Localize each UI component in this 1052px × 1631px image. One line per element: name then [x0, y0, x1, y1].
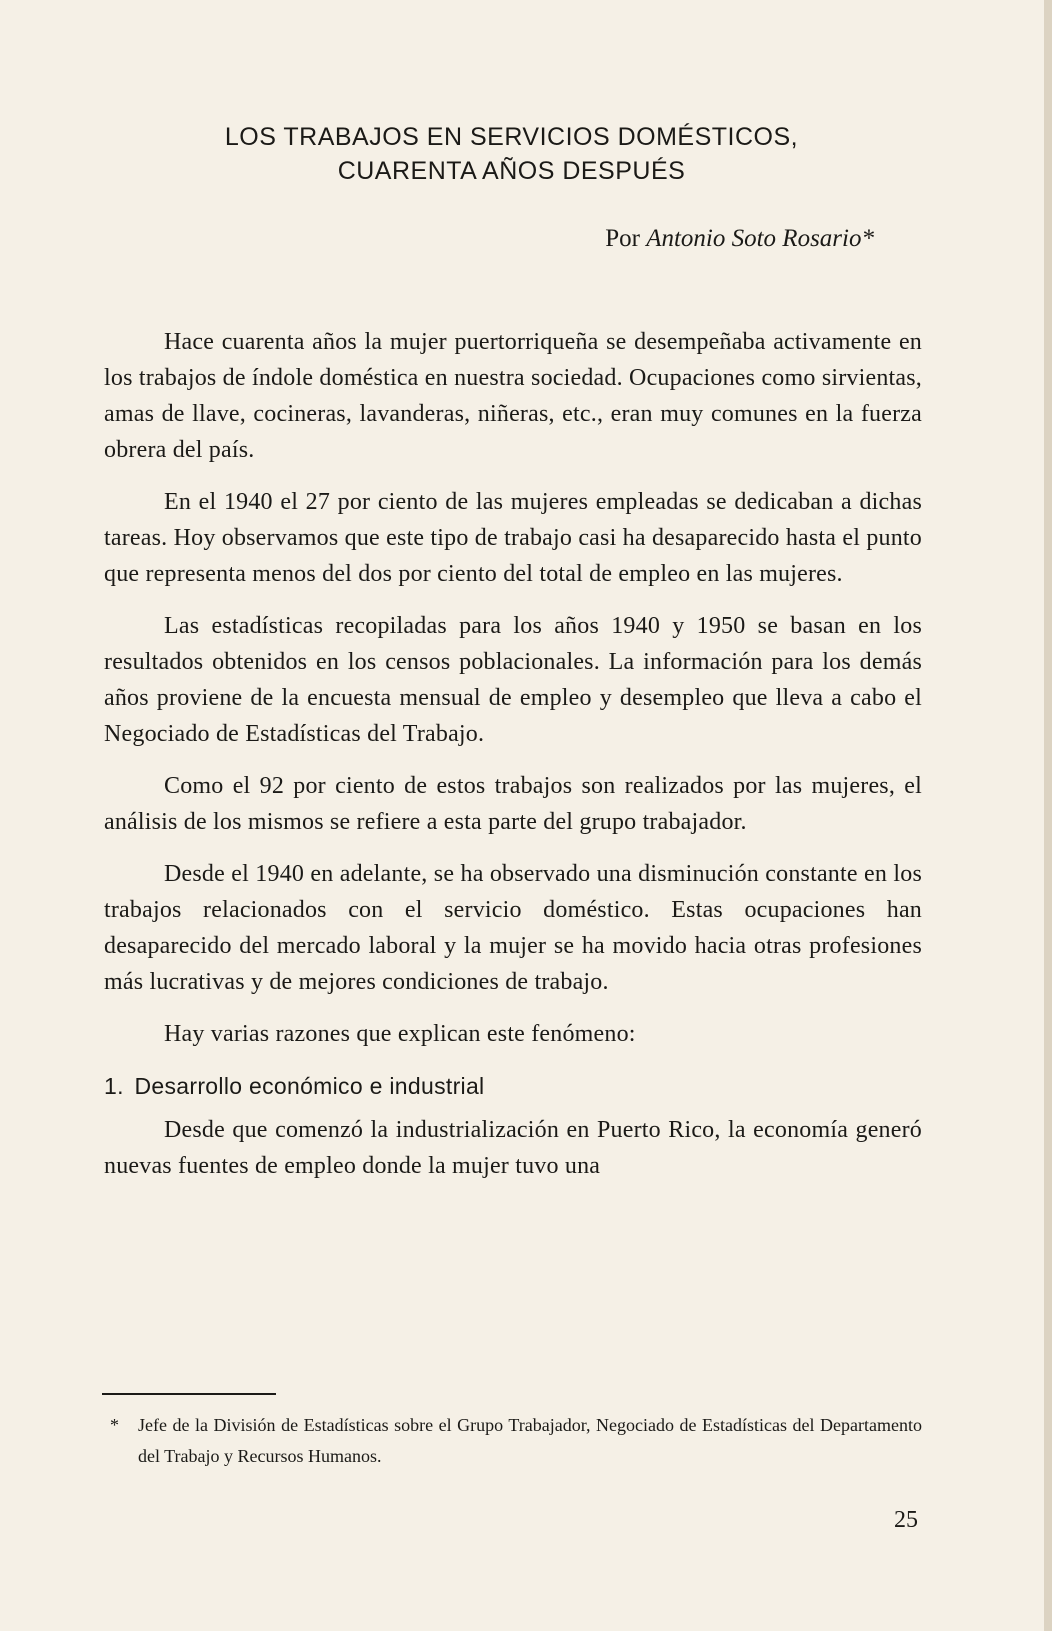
article-title [100, 120, 923, 188]
section-heading [104, 1068, 922, 1104]
byline-prefix: Por [605, 225, 640, 252]
byline [605, 222, 874, 256]
section-title: Desarrollo económico e industrial [134, 1073, 485, 1099]
footnote-divider [102, 1393, 276, 1395]
paragraph: Como el 92 por ciento de estos trabajos son realizados por las mujeres, el análisis de los mismos se refiere a esta parte del grupo trabajador. [104, 773, 922, 835]
footnote-marker: * [110, 1415, 119, 1435]
paragraph: Desde el 1940 en adelante, se ha observado una disminución constante en los trabajos relacionados con el servicio doméstico. Estas ocupaciones han desaparecido del mercado laboral y la mujer se ha movido hacia otras profesiones más lucrativas y de mejores condiciones de trabajo. [104, 861, 922, 995]
paragraph: Desde que comenzó la industrialización en Puerto Rico, la economía generó nuevas fuentes de empleo donde la mujer tuvo una [104, 1117, 922, 1179]
paragraph: Las estadísticas recopiladas para los años 1940 y 1950 se basan en los resultados obtenidos en los censos poblacionales. La información para los demás años proviene de la encuesta mensual de empleo y desempleo que lleva a cabo el Negociado de Estadísticas del Trabajo. [104, 613, 922, 747]
author-name: Antonio Soto Rosario* [646, 225, 874, 252]
paragraph: En el 1940 el 27 por ciento de las mujeres empleadas se dedicaban a dichas tareas. Hoy observamos que este tipo de trabajo casi ha desaparecido hasta el punto que representa menos del dos por ciento del total de empleo en las mujeres. [104, 489, 922, 587]
footnote-text: Jefe de la División de Estadísticas sobre el Grupo Trabajador, Negociado de Estadísticas del Departamento del Trabajo y Recursos Humanos. [138, 1415, 922, 1466]
article-body [104, 324, 922, 1200]
paragraph: Hay varias razones que explican este fenómeno: [164, 1021, 636, 1047]
footnote [110, 1410, 922, 1472]
title-line-2: CUARENTA AÑOS DESPUÉS [337, 157, 686, 185]
page-number: 25 [894, 1507, 918, 1533]
paragraph: Hace cuarenta años la mujer puertorriqueña se desempeñaba activamente en los trabajos de índole doméstica en nuestra sociedad. Ocupaciones como sirvientas, amas de llave, cocineras, lavanderas, niñeras, etc., eran muy comunes en la fuerza obrera del país. [104, 329, 922, 463]
title-line-1: LOS TRABAJOS EN SERVICIOS DOMÉSTICOS, [224, 123, 799, 151]
section-number: 1. [104, 1073, 124, 1099]
